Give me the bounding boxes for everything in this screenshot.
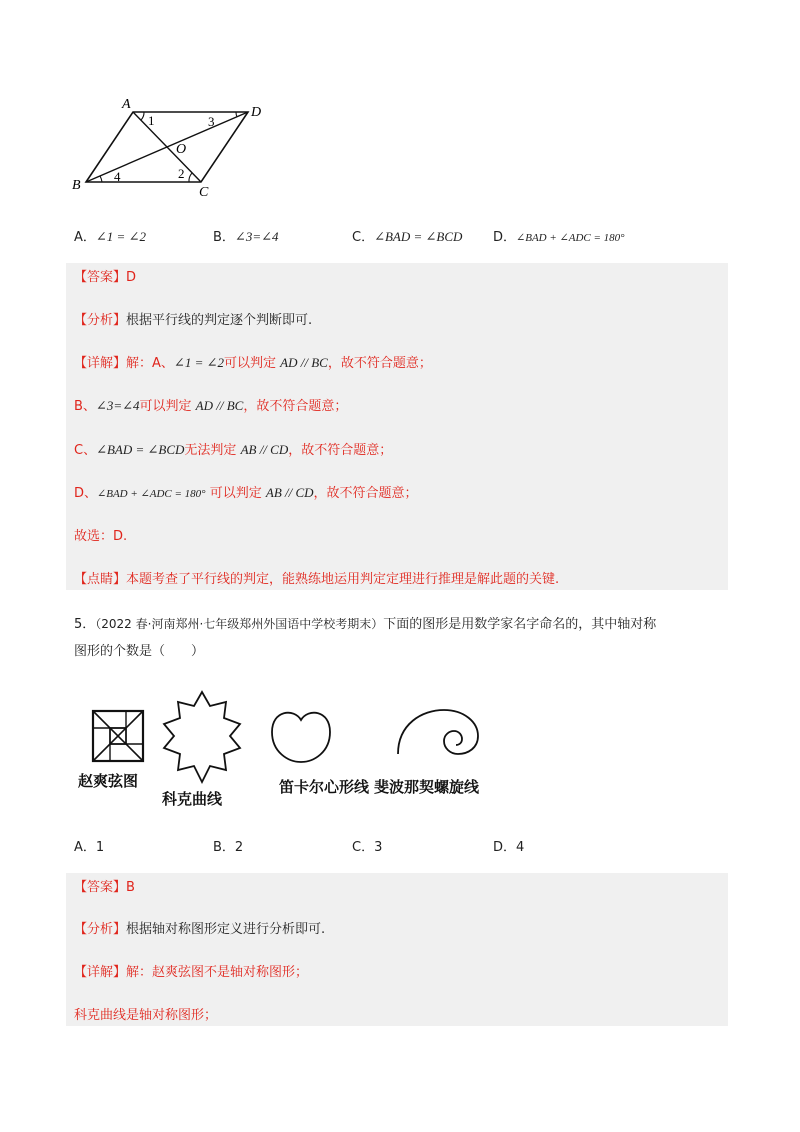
option-letter: C． xyxy=(352,840,375,855)
detail-mid: 可以判定 xyxy=(209,486,262,501)
q5-option-c[interactable] xyxy=(352,836,382,855)
option-letter: A． xyxy=(74,840,96,855)
q4-detail-line-5: 故选：D. xyxy=(74,529,128,544)
label-a: A xyxy=(122,97,131,112)
analysis-text: 根据平行线的判定逐个判断即可. xyxy=(126,313,313,328)
figure-label-fibonacci: 斐波那契螺旋线 xyxy=(374,778,480,796)
label-1: 1 xyxy=(148,113,155,128)
label-4: 4 xyxy=(114,169,121,184)
detail-prefix: 解：A、 xyxy=(126,356,174,371)
detail-suffix: ，故不符合题意； xyxy=(243,399,348,414)
q4-detail-line-2 xyxy=(74,396,347,417)
fibonacci-spiral-figure xyxy=(394,706,484,756)
detail-math: ∠BAD + ∠ADC = 180° xyxy=(97,488,206,500)
q5-option-d[interactable] xyxy=(493,836,524,855)
option-letter: D． xyxy=(493,840,517,855)
detail-math2: AD // BC xyxy=(195,398,244,413)
label-3: 3 xyxy=(208,114,215,129)
q5-option-b[interactable] xyxy=(213,836,243,855)
label-b: B xyxy=(72,178,81,193)
answer-tag: 【答案】 xyxy=(74,270,127,285)
q4-option-b[interactable] xyxy=(213,226,278,245)
q5-option-a[interactable] xyxy=(74,836,104,855)
detail-mid: 可以判定 xyxy=(223,356,276,371)
zhaoshuang-figure xyxy=(90,708,146,764)
answer-value: D xyxy=(126,270,137,285)
detail-suffix: ，故不符合题意； xyxy=(327,356,432,371)
label-c: C xyxy=(199,185,209,200)
angle-arc-4 xyxy=(100,176,102,182)
detail-mid: 无法判定 xyxy=(184,443,237,458)
answer-value: B xyxy=(126,880,135,895)
q4-option-a[interactable] xyxy=(74,226,146,245)
q4-analysis xyxy=(74,311,312,331)
analysis-tag: 【分析】 xyxy=(74,922,127,937)
figure-label-koch: 科克曲线 xyxy=(162,790,223,808)
detail-prefix: B、 xyxy=(74,399,96,414)
analysis-tag: 【分析】 xyxy=(74,313,127,328)
q5-solution-block xyxy=(66,873,728,1026)
analysis-text: 根据轴对称图形定义进行分析即可. xyxy=(126,922,326,937)
q4-answer xyxy=(74,268,136,288)
comment-tag: 【点睛】 xyxy=(74,572,127,587)
q5-analysis xyxy=(74,920,325,940)
cardioid-figure xyxy=(268,706,334,766)
question-stem: 下面的图形是用数学家名字命名的，其中轴对称 xyxy=(383,617,657,632)
option-value: 1 xyxy=(95,840,105,855)
option-value: 2 xyxy=(234,840,244,855)
detail-tag: 【详解】 xyxy=(74,356,127,371)
q5-answer xyxy=(74,878,135,898)
detail-prefix: D、 xyxy=(74,486,98,501)
q4-option-d[interactable] xyxy=(493,226,625,245)
label-d: D xyxy=(251,105,262,120)
detail-math: ∠1 = ∠2 xyxy=(173,355,224,370)
q5-detail-line-1 xyxy=(74,963,308,983)
label-o: O xyxy=(176,142,187,157)
angle-arc-2 xyxy=(189,173,192,182)
q4-detail-line-1 xyxy=(74,353,432,374)
question-source: （2022 春·河南郑州·七年级郑州外国语中学校考期末） xyxy=(95,617,384,631)
option-letter: A． xyxy=(74,230,96,245)
detail-suffix: ，故不符合题意； xyxy=(313,486,418,501)
option-letter: D． xyxy=(493,230,517,245)
question-number: 5． xyxy=(74,617,96,632)
detail-text: 解：赵爽弦图不是轴对称图形； xyxy=(126,965,309,980)
q4-detail-line-4 xyxy=(74,483,418,504)
option-math: ∠BAD + ∠ADC = 180° xyxy=(516,232,625,244)
option-letter: B． xyxy=(213,230,235,245)
q4-detail-line-3 xyxy=(74,440,392,461)
detail-suffix: ，故不符合题意； xyxy=(288,443,393,458)
detail-math2: AB // CD xyxy=(265,485,314,500)
option-letter: B． xyxy=(213,840,235,855)
comment-text: 本题考查了平行线的判定，能熟练地运用判定定理进行推理是解此题的关键. xyxy=(126,572,560,587)
q5-detail-line-2: 科克曲线是轴对称图形； xyxy=(74,1008,218,1023)
detail-prefix: C、 xyxy=(74,443,97,458)
angle-arc-1 xyxy=(141,112,144,120)
option-math: ∠1 = ∠2 xyxy=(95,229,146,244)
option-value: 4 xyxy=(516,840,525,855)
figure-label-zhaoshuang: 赵爽弦图 xyxy=(78,772,139,790)
q4-option-c[interactable] xyxy=(352,226,462,245)
detail-math2: AD // BC xyxy=(280,355,328,370)
q5-stem-line-1 xyxy=(74,614,656,635)
detail-math2: AB // CD xyxy=(240,442,289,457)
option-value: 3 xyxy=(374,840,383,855)
option-letter: C． xyxy=(352,230,375,245)
koch-snowflake-figure xyxy=(158,688,246,786)
q5-stem-line-2: 图形的个数是（ ） xyxy=(74,644,205,659)
option-math: ∠BAD = ∠BCD xyxy=(374,229,463,244)
detail-tag: 【详解】 xyxy=(74,965,127,980)
q4-comment xyxy=(74,570,559,590)
parallelogram-figure xyxy=(68,96,278,200)
detail-mid: 可以判定 xyxy=(139,399,192,414)
answer-tag: 【答案】 xyxy=(74,880,127,895)
figure-label-cardioid: 笛卡尔心形线 xyxy=(279,778,370,796)
detail-math: ∠3=∠4 xyxy=(95,398,140,413)
label-2: 2 xyxy=(178,166,185,181)
detail-math: ∠BAD = ∠BCD xyxy=(96,442,185,457)
option-math: ∠3=∠4 xyxy=(234,229,279,244)
